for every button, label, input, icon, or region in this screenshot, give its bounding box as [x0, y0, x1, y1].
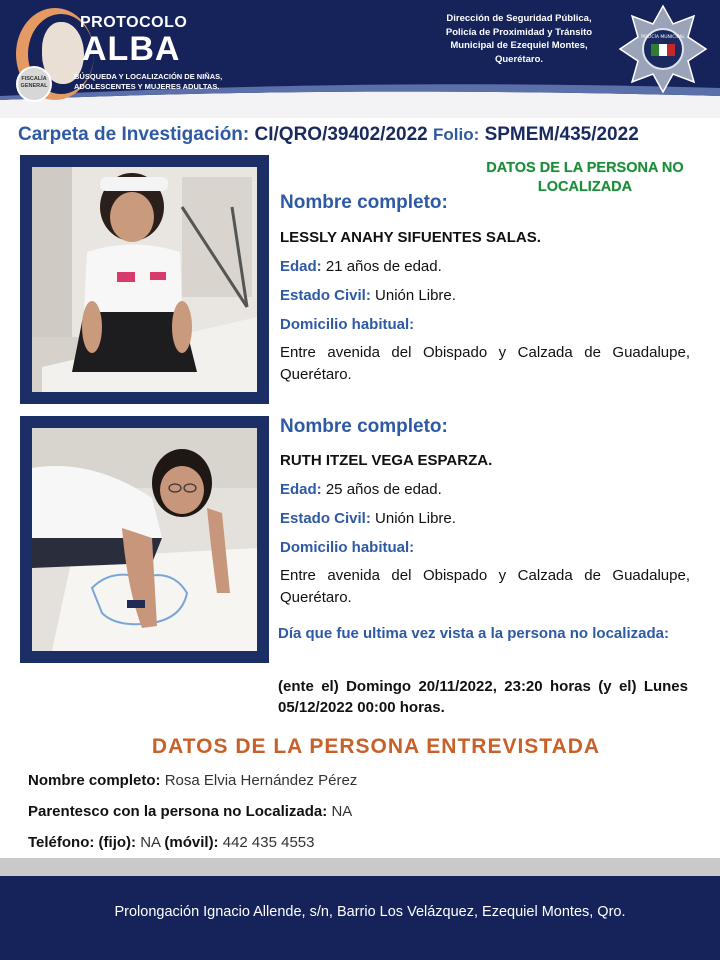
case-identifier-line [18, 124, 718, 146]
last-seen-value: (ente el) Domingo 20/11/2022, 23:20 horas (y el) Lunes 05/12/2022 00:00 horas. [278, 678, 688, 716]
interviewee-phone-fixed: NA [140, 834, 161, 851]
person-1-name-label: Nombre completo: [280, 192, 448, 213]
person-2-civil-label: Estado Civil: [280, 510, 371, 527]
person-1-age-label: Edad: [280, 258, 322, 275]
photo-person-2-image [32, 428, 257, 651]
photo-frame-person-1 [20, 155, 269, 404]
protocolo-alba-logo [8, 4, 258, 104]
person-1-info [280, 192, 690, 386]
logo-subtitle: BÚSQUEDA Y LOCALIZACIÓN DE NIÑAS, ADOLESCENTES Y MUJERES ADULTAS. [74, 72, 223, 91]
footer-divider [0, 858, 720, 876]
person-1-age: 21 años de edad. [325, 258, 442, 275]
interviewee-relation-label: Parentesco con la persona no Localizada: [28, 803, 328, 820]
person-2-name-label: Nombre completo: [280, 416, 448, 437]
person-2-age-label: Edad: [280, 481, 322, 498]
fiscalia-seal: FISCALÍA GENERAL [16, 66, 52, 102]
person-1-name: LESSLY ANAHY SIFUENTES SALAS. [280, 229, 541, 246]
interviewee-phone-mobile: 442 435 4553 [222, 834, 315, 851]
person-2-info [280, 416, 690, 609]
person-2-address: Entre avenida del Obispado y Calzada de Guadalupe, Querétaro. [280, 567, 690, 606]
logo-alba-text: ALBA [82, 30, 181, 68]
police-badge-icon [618, 4, 708, 94]
header-banner [0, 0, 720, 118]
person-2-address-label: Domicilio habitual: [280, 539, 415, 556]
person-1-address: Entre avenida del Obispado y Calzada de Guadalupe, Querétaro. [280, 344, 690, 383]
person-1-address-label: Domicilio habitual: [280, 316, 415, 333]
interviewee-section-title: DATOS DE LA PERSONA ENTREVISTADA [151, 735, 601, 758]
interviewee-name-row [28, 772, 357, 789]
person-2-civil-row [280, 510, 690, 527]
photo-person-1-image [32, 167, 257, 392]
carpeta-label: Carpeta de Investigación: [18, 124, 250, 145]
interviewee-relation-row [28, 803, 352, 820]
photo-frame-person-2 [20, 416, 269, 663]
interviewee-relation: NA [331, 803, 353, 820]
carpeta-value: CI/QRO/39402/2022 [254, 124, 428, 145]
folio-value: SPMEM/435/2022 [484, 124, 639, 145]
footer-address: Prolongación Ignacio Allende, s/n, Barrio Los Velázquez, Ezequiel Montes, Qro. [114, 904, 626, 920]
interviewee-phone-row [28, 834, 315, 851]
interviewee-name: Rosa Elvia Hernández Pérez [164, 772, 358, 789]
department-name: Dirección de Seguridad Pública, Policía de Proximidad y Tránsito Municipal de Ezequiel Montes, Querétaro. [445, 13, 593, 65]
person-1-civil-label: Estado Civil: [280, 287, 371, 304]
logo-protocolo-text: PROTOCOLO [80, 14, 188, 31]
photo-person-1 [32, 167, 257, 392]
person-1-civil: Unión Libre. [375, 287, 456, 304]
badge-text: POLICÍA MUNICIPAL [641, 35, 685, 40]
person-2-name: RUTH ITZEL VEGA ESPARZA. [280, 452, 493, 469]
person-2-age: 25 años de edad. [325, 481, 442, 498]
person-2-civil: Unión Libre. [375, 510, 456, 527]
interviewee-mobile-label: (móvil): [164, 834, 219, 851]
photo-person-2 [32, 428, 257, 651]
person-1-civil-row [280, 287, 690, 304]
interviewee-phone-label: Teléfono: (fijo): [28, 834, 137, 851]
folio-label: Folio: [433, 125, 480, 144]
interviewee-name-label: Nombre completo: [28, 772, 161, 789]
person-2-age-row [280, 481, 690, 498]
person-1-age-row [280, 258, 690, 275]
last-seen-label: Día que fue ultima vez vista a la persona no localizada: [278, 625, 669, 642]
missing-person-section-title: DATOS DE LA PERSONA NO LOCALIZADA [486, 160, 684, 195]
